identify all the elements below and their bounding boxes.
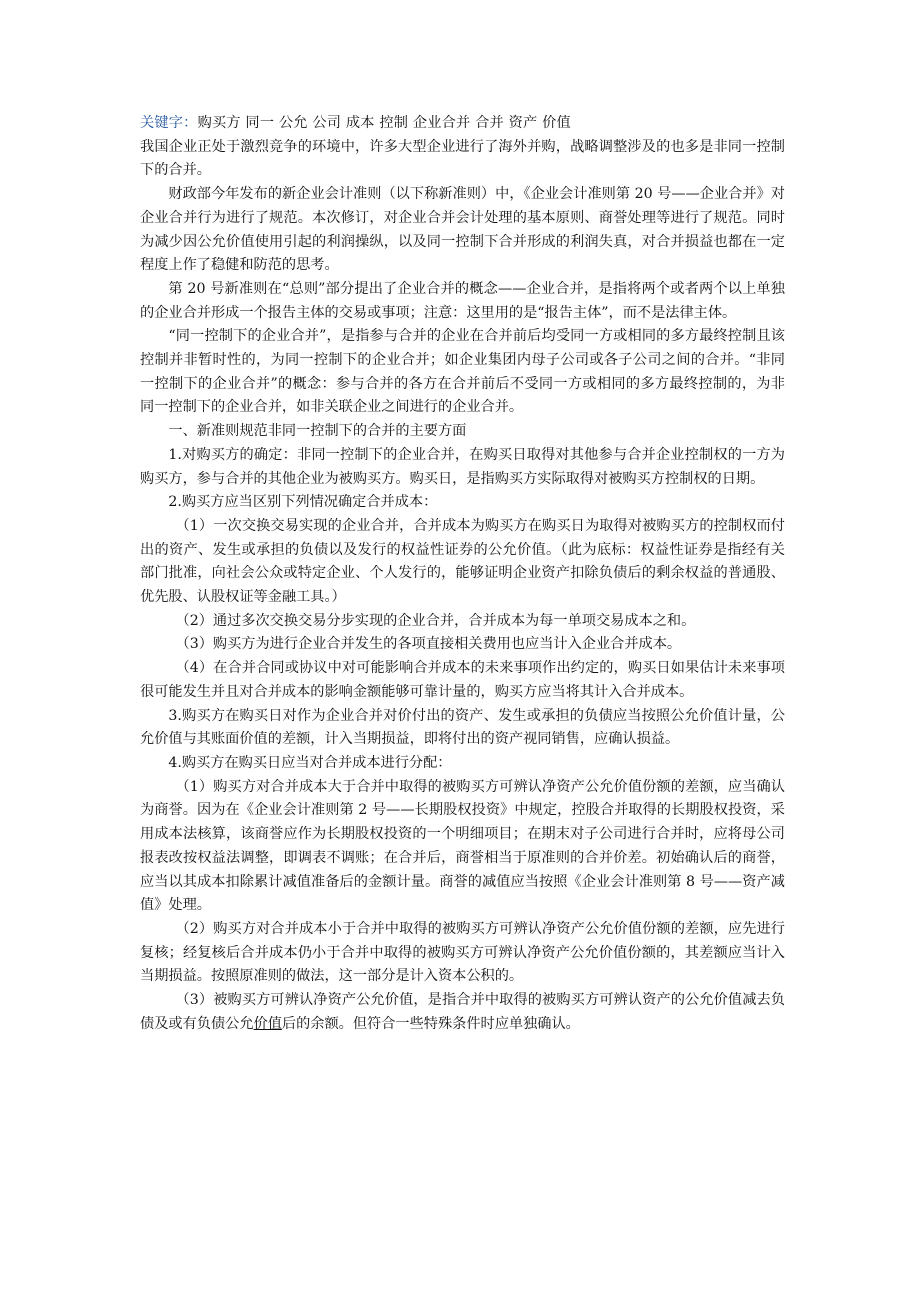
paragraph-item-4-2: （2）购买方对合并成本小于合并中取得的被购买方可辨认净资产公允价值份额的差额，应先进行复核；经复核后合并成本仍小于合并中取得的被购买方可辨认净资产公允价值份额的，其差额应当计入当期损益。按照原准则的做法，这一部分是计入资本公积的。 xyxy=(140,920,785,985)
document-body xyxy=(140,112,785,1036)
paragraph-item-2-1: （1）一次交换交易实现的企业合并，合并成本为购买方在购买日为取得对被购买方的控制权而付出的资产、发生或承担的负债以及发行的权益性证券的公允价值。（此为底标：权益性证券是指经有关部门批准，向社会公众或特定企业、个人发行的，能够证明企业资产扣除负债后的剩余权益的普通股、优先股、认股权证等金融工具。） xyxy=(140,517,785,606)
section-heading: 一、新准则规范非同一控制下的合并的主要方面 xyxy=(168,423,467,440)
paragraph-item-2: 2.购买方应当区别下列情况确定合并成本： xyxy=(168,494,438,511)
paragraph-item-2-4: （4）在合并合同或协议中对可能影响合并成本的未来事项作出约定的，购买日如果估计未来事项很可能发生并且对合并成本的影响金额能够可靠计量的，购买方应当将其计入合并成本。 xyxy=(140,660,785,700)
paragraph-item-4-1: （1）购买方对合并成本大于合并中取得的被购买方可辨认净资产公允价值份额的差额，应当确认为商誉。因为在《企业会计准则第 2 号——长期股权投资》中规定，控股合并取得的长期股权投资，采用成本法核算，该商誉应作为长期股权投资的一个明细项目；在期末对子公司进行合并时，应将母公司报表改按权益法调整，即调表不调账；在合并后，商誉相当于原准则的合并价差。初始确认后的商誉，应当以其成本扣除累计减值准备后的金额计量。商誉的减值应当按照《企业会计准则第 8 号——资产减值》处理。 xyxy=(140,778,785,914)
keywords-line xyxy=(140,112,785,136)
keywords-terms: 购买方 同一 公允 公司 成本 控制 企业合并 合并 资产 价值 xyxy=(197,115,571,131)
paragraph-item-2-2: （2）通过多次交换交易分步实现的企业合并，合并成本为每一单项交易成本之和。 xyxy=(175,612,696,629)
paragraph-definition: 第 20 号新准则在“总则”部分提出了企业合并的概念——企业合并，是指将两个或者两个以上单独的企业合并形成一个报告主体的交易或事项；注意：这里用的是“报告主体”，而不是法律主体。 xyxy=(140,280,785,321)
keywords-label: 关键字： xyxy=(140,115,198,131)
paragraph-item-4-3-after: 后的余额。但符合一些特殊条件时应单独确认。 xyxy=(281,1015,580,1032)
paragraph-item-4-3 xyxy=(140,989,785,1036)
paragraph-item-3: 3.购买方在购买日对作为企业合并对价付出的资产、发生或承担的负债应当按照公允价值计量，公允价值与其账面价值的差额，计入当期损益，即将付出的资产视同销售，应确认损益。 xyxy=(140,707,785,748)
paragraph-item-4: 4.购买方在购买日应当对合并成本进行分配： xyxy=(168,754,452,771)
paragraph-item-4-3-before: （3）被购买方可辨认净资产公允价值，是指合并中取得的被购买方可辨认资产的公允价值减去负债及或有负债公允 xyxy=(140,992,785,1032)
paragraph-item-2-3: （3）购买方为进行企业合并发生的各项直接相关费用也应当计入企业合并成本。 xyxy=(175,636,682,653)
paragraph-item-1: 1.对购买方的确定：非同一控制下的企业合并，在购买日取得对其他参与合并企业控制权的一方为购买方，参与合并的其他企业为被购买方。购买日，是指购买方实际取得对被购买方控制权的日期。 xyxy=(140,446,785,487)
paragraph-background: 财政部今年发布的新企业会计准则（以下称新准则）中，《企业会计准则第 20 号——企业合并》对企业合并行为进行了规范。本次修订，对企业合并会计处理的基本原则、商誉处理等进行了规范。同时为减少因公允价值使用引起的利润操纵，以及同一控制下合并形成的利润失真，对合并损益也都在一定程度上作了稳健和防范的思考。 xyxy=(140,186,785,274)
underlined-term: 价值 xyxy=(253,1015,282,1032)
paragraph-intro: 我国企业正处于激烈竞争的环境中，许多大型企业进行了海外并购，战略调整涉及的也多是非同一控制下的合并。 xyxy=(140,138,785,179)
paragraph-control-types: “同一控制下的企业合并”，是指参与合并的企业在合并前后均受同一方或相同的多方最终控制且该控制并非暂时性的，为同一控制下的企业合并；如企业集团内母子公司或各子公司之间的合并。“非同一控制下的企业合并”的概念：参与合并的各方在合并前后不受同一方或相同的多方最终控制的，为非同一控制下的企业合并，如非关联企业之间进行的企业合并。 xyxy=(140,328,785,416)
